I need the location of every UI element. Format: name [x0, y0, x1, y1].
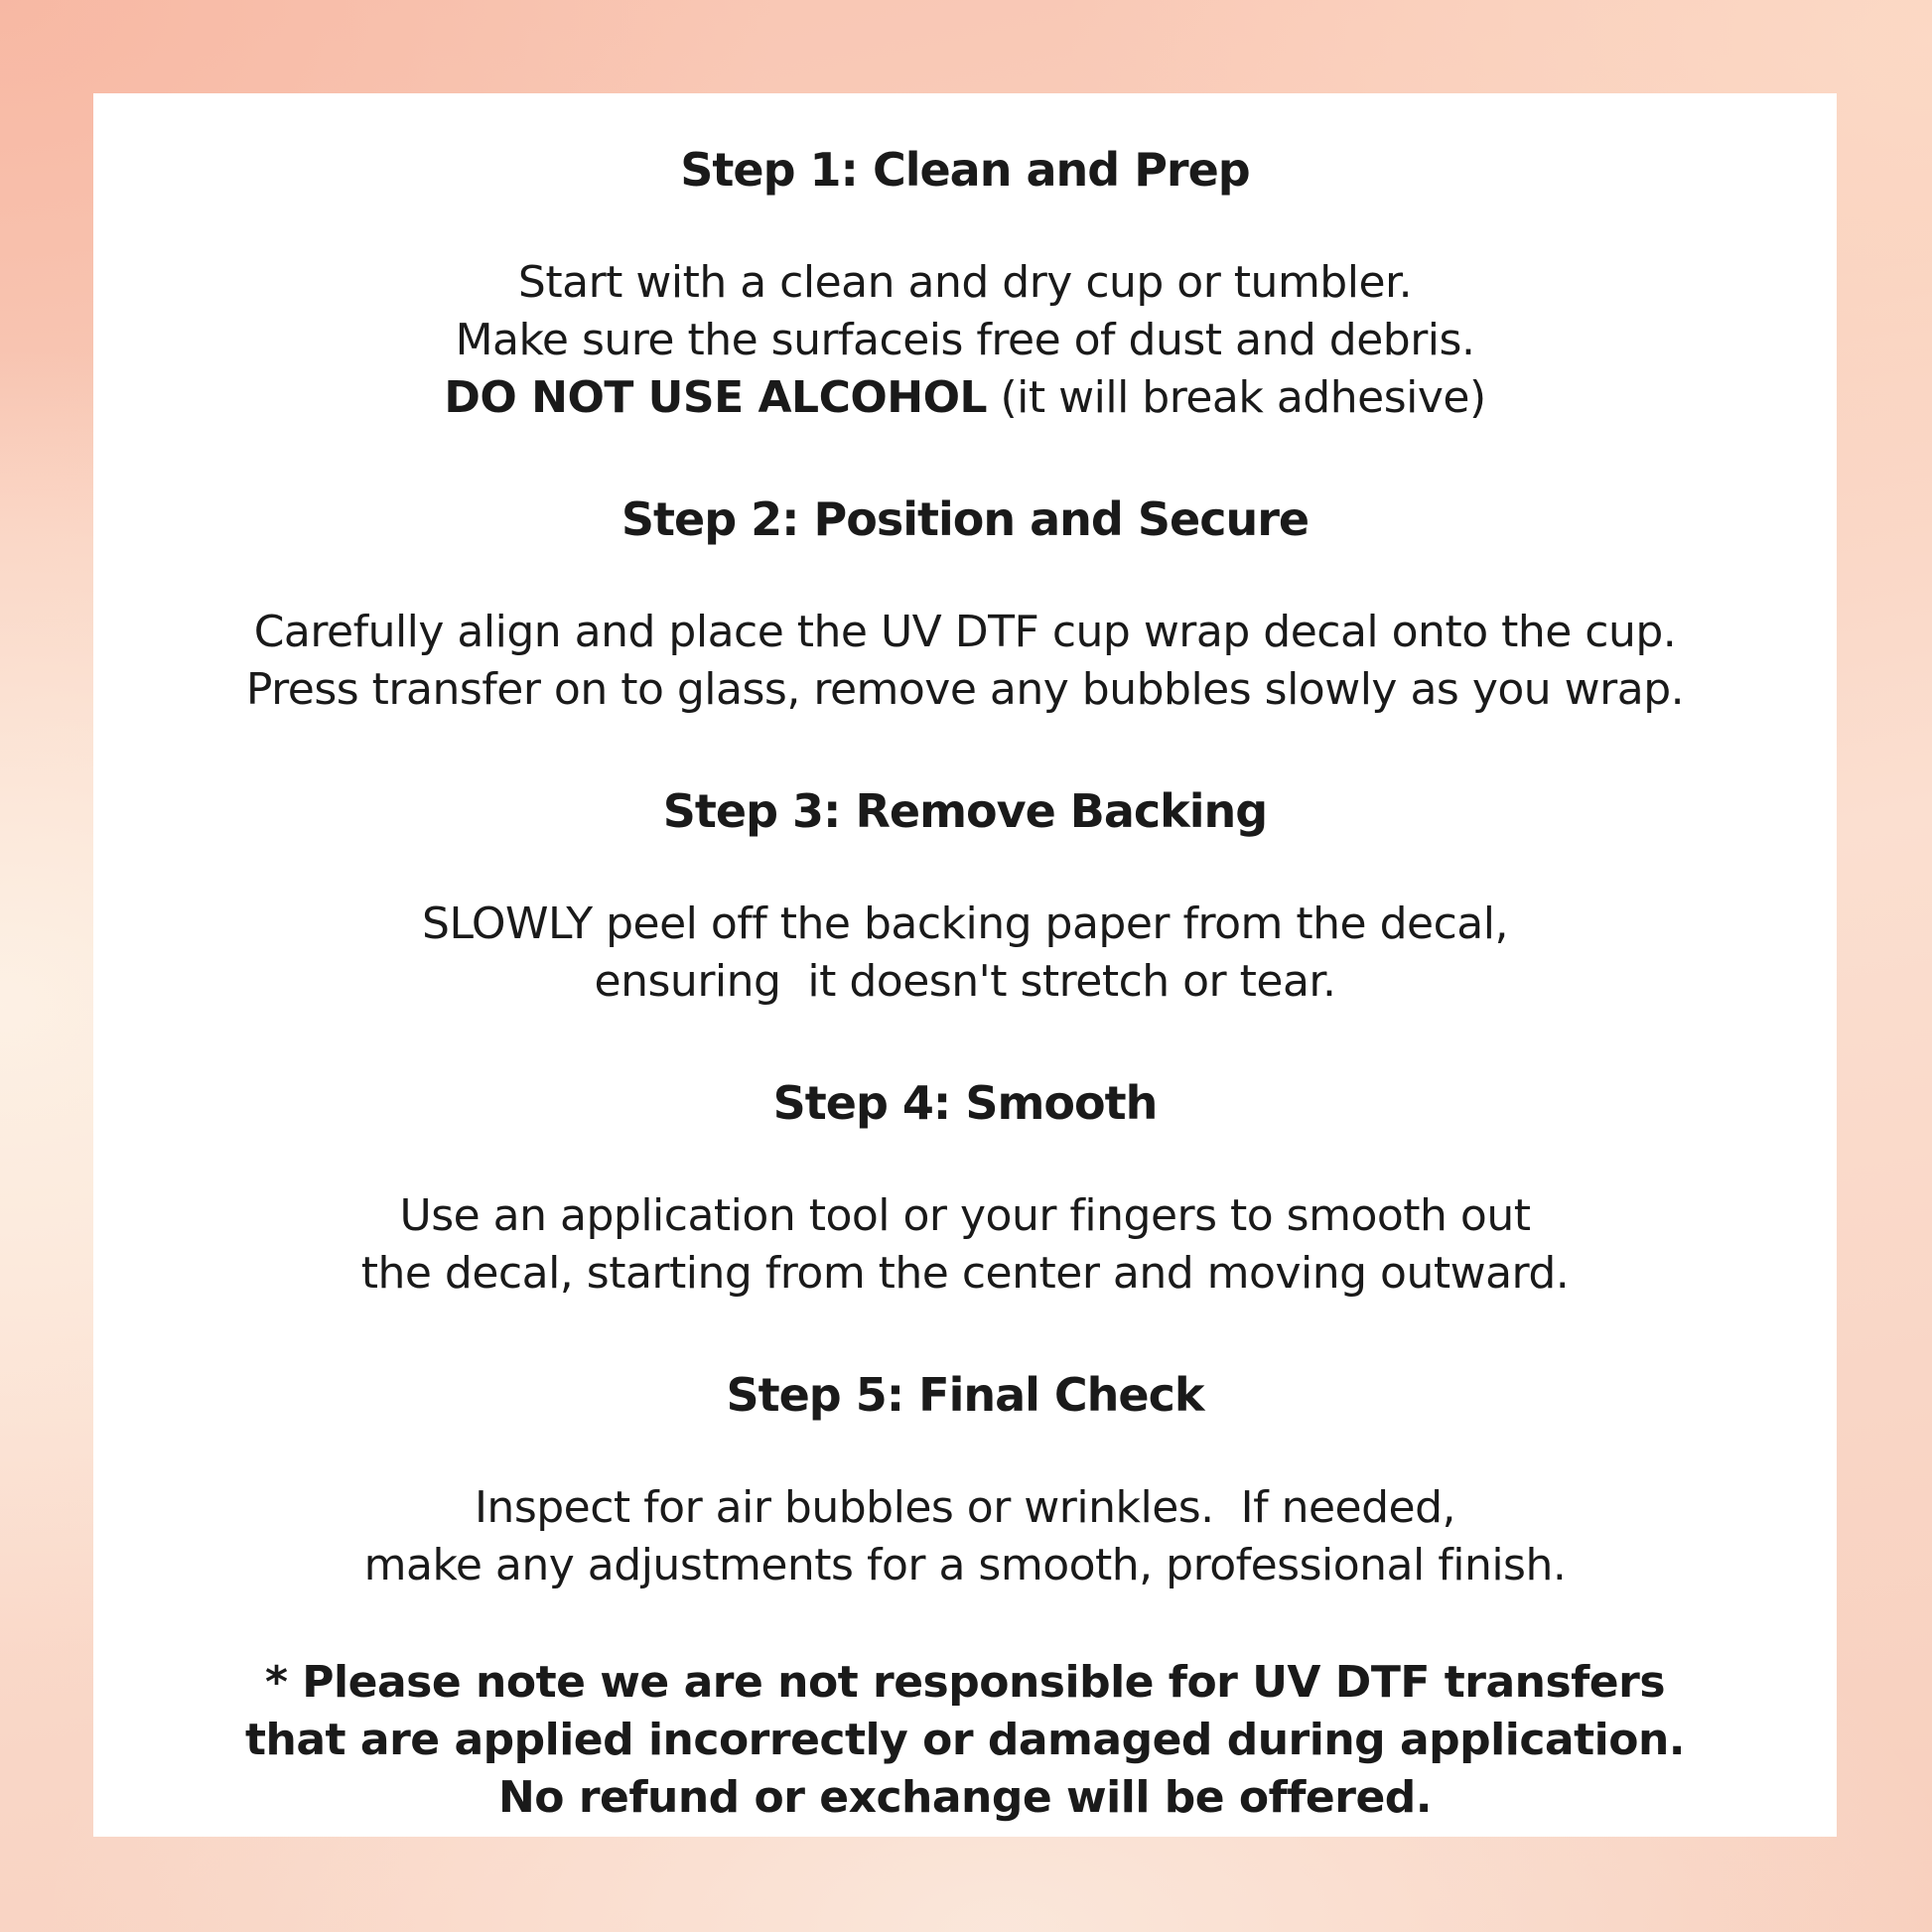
step-heading: Step 1: Clean and Prep: [680, 143, 1250, 197]
step-section-5: [133, 1362, 1797, 1594]
instruction-line: ensuring it doesn't stretch or tear.: [594, 956, 1336, 1007]
step-section-1: [133, 137, 1797, 427]
instruction-line: [133, 369, 1797, 427]
step-body: [133, 1479, 1797, 1594]
step-section-4: [133, 1070, 1797, 1303]
disclaimer-line: * Please note we are not responsible for UV DTF transfers: [264, 1657, 1666, 1708]
instruction-line: make any adjustments for a smooth, professional finish.: [363, 1540, 1567, 1590]
step-heading: Step 4: Smooth: [772, 1076, 1158, 1130]
instruction-line: Inspect for air bubbles or wrinkles. If needed,: [474, 1482, 1456, 1533]
instruction-line: the decal, starting from the center and moving outward.: [360, 1248, 1570, 1299]
step-body: [133, 896, 1797, 1011]
instruction-line: Start with a clean and dry cup or tumbler.: [517, 257, 1413, 308]
step-body: [133, 1187, 1797, 1303]
step-heading: Step 5: Final Check: [726, 1368, 1204, 1422]
instruction-line: Press transfer on to glass, remove any bubbles slowly as you wrap.: [245, 664, 1685, 715]
disclaimer-line: that are applied incorrectly or damaged during application.: [245, 1715, 1685, 1765]
instruction-line-bold-segment: DO NOT USE ALCOHOL: [444, 372, 988, 423]
instruction-line: SLOWLY peel off the backing paper from the decal,: [422, 898, 1508, 949]
step-body: [133, 604, 1797, 719]
step-body: [133, 254, 1797, 427]
instruction-line: Carefully align and place the UV DTF cup wrap decal onto the cup.: [253, 607, 1677, 657]
step-section-2: [133, 486, 1797, 719]
step-heading: Step 3: Remove Backing: [662, 784, 1268, 838]
instructions-card: [93, 93, 1837, 1837]
disclaimer: [133, 1654, 1797, 1827]
step-heading: Step 2: Position and Secure: [621, 492, 1310, 546]
instruction-line: Make sure the surfaceis free of dust and debris.: [455, 315, 1475, 365]
disclaimer-line: No refund or exchange will be offered.: [497, 1772, 1433, 1823]
instruction-line: Use an application tool or your fingers to smooth out: [399, 1190, 1531, 1241]
step-section-3: [133, 778, 1797, 1011]
instruction-line-regular-segment: (it will break adhesive): [987, 372, 1486, 423]
